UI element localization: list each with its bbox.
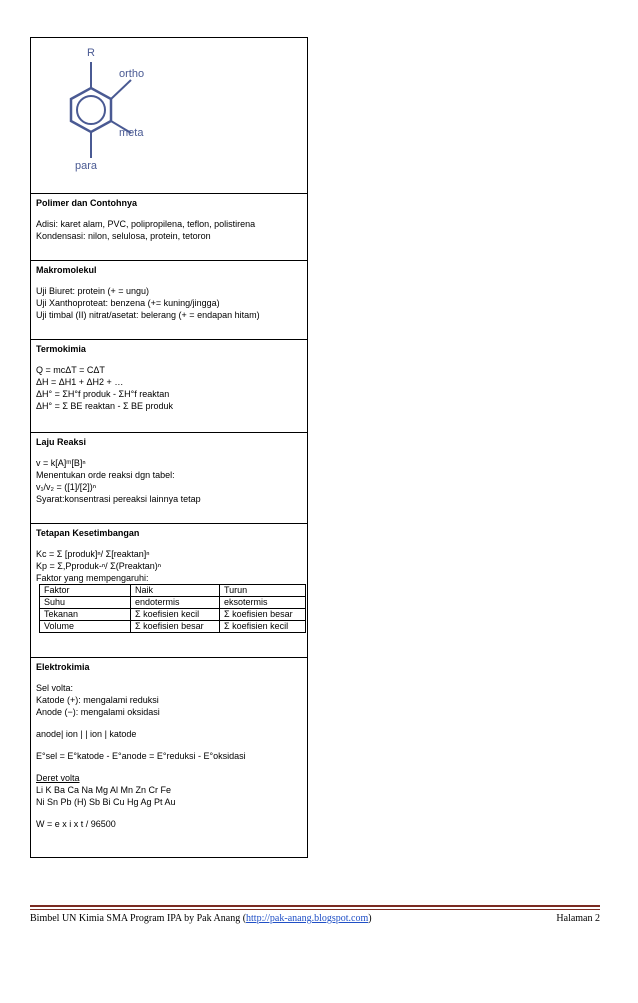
section-tetapan-kesetimbangan (31, 523, 307, 657)
text-line: Kp = Σ,Pproduk-ⁿ/ Σ(Preaktan)ⁿ (36, 561, 161, 571)
section-title: Makromolekul (36, 265, 97, 275)
table-row (40, 597, 306, 609)
text-line: W = e x i x t / 96500 (36, 819, 116, 829)
section-title: Elektrokimia (36, 662, 90, 672)
text-line: Q = mcΔT = CΔT (36, 365, 105, 375)
text-line: Faktor yang mempengaruhi: (36, 573, 149, 583)
table-cell: eksotermis (220, 597, 306, 609)
footer-rule-thin (30, 909, 600, 910)
table-cell: Σ koefisien besar (220, 609, 306, 621)
text-line: Uji Biuret: protein (+ = ungu) (36, 286, 150, 296)
deret-volta-title: Deret volta (36, 773, 80, 783)
label-ortho: ortho (119, 68, 145, 80)
text-line: v = k[A]ᵐ[B]ⁿ (36, 458, 86, 468)
text-line: Uji timbal (II) nitrat/asetat: belerang (+ = endapan hitam) (36, 310, 260, 320)
faktor-table (39, 584, 306, 633)
benzene-diagram (31, 38, 307, 194)
table-row (40, 609, 306, 621)
label-meta: meta (119, 127, 144, 139)
table-row (40, 621, 306, 633)
label-r: R (87, 47, 95, 59)
text-line: Anode (−): mengalami oksidasi (36, 707, 160, 717)
content-frame (30, 37, 308, 858)
text-line: ΔH° = Σ BE reaktan - Σ BE produk (36, 401, 174, 411)
text-line: Sel volta: (36, 683, 74, 693)
footer-prefix: Bimbel UN Kimia SMA Program IPA by Pak Anang ( (30, 913, 247, 924)
arrow-ortho (111, 80, 131, 99)
footer-suffix: ) (368, 913, 372, 924)
section-title: Laju Reaksi (36, 437, 87, 447)
text-line: E°sel = E°katode - E°anode = E°reduksi - E°oksidasi (36, 751, 246, 761)
table-cell: endotermis (131, 597, 220, 609)
page-number: Halaman 2 (556, 913, 600, 924)
text-line: ΔH = ΔH1 + ΔH2 + … (36, 377, 124, 387)
text-line: Adisi: karet alam, PVC, polipropilena, teflon, polistirena (36, 219, 256, 229)
table-cell: Tekanan (40, 609, 131, 621)
table-cell: Σ koefisien besar (131, 621, 220, 633)
table-cell: Σ koefisien kecil (131, 609, 220, 621)
text-line: Katode (+): mengalami reduksi (36, 695, 159, 705)
label-para: para (75, 160, 98, 172)
text-line: Menentukan orde reaksi dgn tabel: (36, 470, 175, 480)
text-line: ΔH° = ΣH°f produk - ΣH°f reaktan (36, 389, 170, 399)
text-line: anode| ion | | ion | katode (36, 729, 137, 739)
blog-link[interactable]: http://pak-anang.blogspot.com (246, 913, 369, 924)
section-title: Polimer dan Contohnya (36, 198, 138, 208)
text-line: Li K Ba Ca Na Mg Al Mn Zn Cr Fe (36, 785, 172, 795)
table-cell: Faktor (40, 585, 131, 597)
section-title: Tetapan Kesetimbangan (36, 528, 140, 538)
section-polimer (31, 193, 307, 260)
text-line: Kc = Σ [produk]ⁿ/ Σ[reaktan]ⁿ (36, 549, 150, 559)
section-termokimia (31, 339, 307, 432)
benzene-inner-circle (77, 96, 105, 124)
footer-credit (30, 913, 372, 924)
text-line: Ni Sn Pb (H) Sb Bi Cu Hg Ag Pt Au (36, 797, 176, 807)
footer-rule (30, 905, 600, 907)
text-line: Syarat:konsentrasi pereaksi lainnya tetap (36, 494, 201, 504)
table-header-row (40, 585, 306, 597)
section-title: Termokimia (36, 344, 86, 354)
table-cell: Turun (220, 585, 306, 597)
text-line: v₁/v₂ = ([1]/[2])ⁿ (36, 482, 97, 492)
section-makromolekul (31, 260, 307, 339)
table-cell: Naik (131, 585, 220, 597)
section-elektrokimia (31, 657, 307, 857)
text-line: Uji Xanthoproteat: benzena (+= kuning/jingga) (36, 298, 220, 308)
text-line: Kondensasi: nilon, selulosa, protein, tetoron (36, 231, 211, 241)
table-cell: Suhu (40, 597, 131, 609)
table-cell: Volume (40, 621, 131, 633)
section-laju-reaksi (31, 432, 307, 523)
table-cell: Σ koefisien kecil (220, 621, 306, 633)
